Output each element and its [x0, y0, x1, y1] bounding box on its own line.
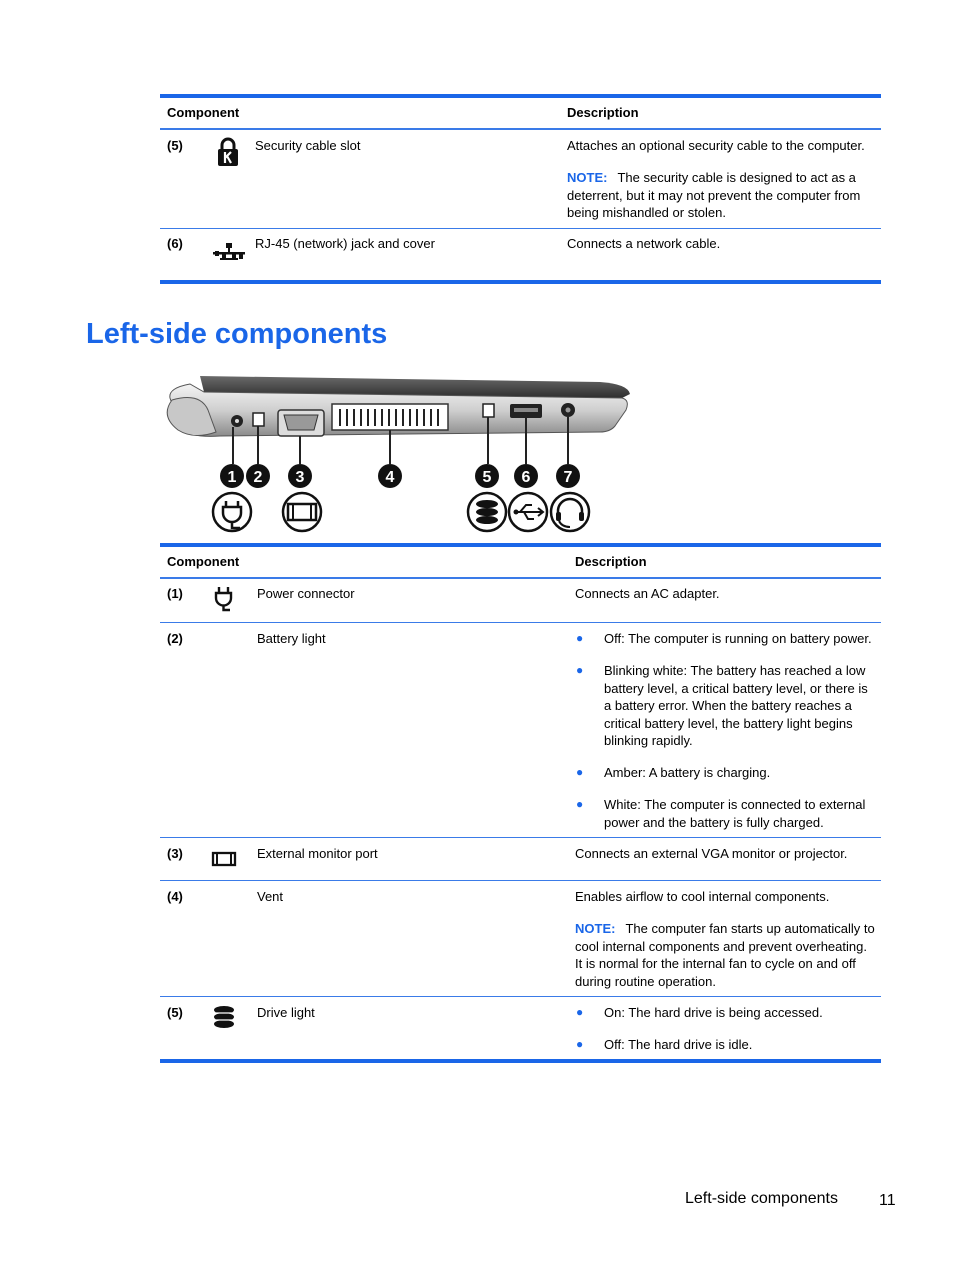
row-divider — [160, 880, 881, 881]
row-divider — [160, 996, 881, 997]
row-number: (6) — [167, 236, 183, 251]
bullet-text: Off: The computer is running on battery power. — [604, 631, 872, 646]
callout-6-label: 6 — [521, 469, 531, 486]
callout-7-label: 7 — [563, 469, 573, 486]
bullet-text: White: The computer is connected to external power and the battery is fully charged. — [604, 797, 866, 830]
bullet-dot: ● — [576, 1005, 584, 1019]
section-heading: Left-side components — [86, 318, 388, 350]
component-name: Vent — [257, 889, 284, 904]
bullet-text: Off: The hard drive is idle. — [604, 1037, 753, 1052]
headset-icon — [551, 493, 589, 531]
row-divider — [160, 228, 881, 229]
component-description: Connects a network cable. — [567, 236, 721, 251]
header-rule — [160, 128, 881, 130]
callout-4 — [378, 464, 402, 488]
list-item — [576, 630, 876, 648]
callout-2 — [246, 464, 270, 488]
table-bottom-rule — [160, 280, 881, 284]
component-name: Power connector — [257, 586, 355, 601]
component-name: Drive light — [257, 1005, 315, 1020]
note — [575, 920, 877, 990]
row-number: (1) — [167, 586, 183, 601]
component-table-top — [160, 94, 881, 284]
callout-2-label: 2 — [253, 469, 263, 486]
bullet-dot: ● — [576, 1037, 584, 1051]
monitor-port-icon — [283, 493, 321, 531]
usb-port-tongue — [514, 408, 538, 412]
row-number: (5) — [167, 1005, 183, 1020]
drive-icon — [213, 1005, 235, 1029]
note-label: NOTE: — [575, 921, 616, 936]
note-label: NOTE: — [567, 170, 608, 185]
note-text: The security cable is designed to act as a deterrent, but it may not prevent the computer from being mishandled or stolen. — [567, 170, 861, 221]
callout-7 — [556, 464, 580, 488]
component-name: Security cable slot — [255, 138, 361, 153]
drive-light-marker — [483, 404, 494, 417]
column-header-description: Description — [567, 105, 639, 120]
power-plug-icon — [214, 586, 234, 612]
bullet-dot: ● — [576, 663, 584, 677]
table-top-rule — [160, 543, 881, 547]
callout-3 — [288, 464, 312, 488]
component-description: Attaches an optional security cable to the computer. — [567, 138, 865, 153]
list-item — [576, 1036, 876, 1054]
row-number: (2) — [167, 631, 183, 646]
usb-icon — [509, 493, 547, 531]
callout-3-label: 3 — [295, 469, 305, 486]
callout-1-label: 1 — [227, 469, 237, 486]
callout-5-label: 5 — [482, 469, 492, 486]
bullet-text: Amber: A battery is charging. — [604, 765, 771, 780]
page-number: 11 — [879, 1192, 896, 1209]
note — [567, 169, 867, 222]
column-header-component: Component — [167, 105, 240, 120]
column-header-component: Component — [167, 554, 240, 569]
component-name: Battery light — [257, 631, 326, 646]
header-rule — [160, 577, 881, 579]
row-number: (4) — [167, 889, 183, 904]
callout-4-label: 4 — [385, 469, 395, 486]
power-connector-pin — [235, 419, 239, 423]
power-plug-icon — [213, 493, 251, 531]
battery-light-marker — [253, 413, 264, 426]
row-number: (5) — [167, 138, 183, 153]
callout-1 — [220, 464, 244, 488]
note-text: The computer fan starts up automatically to cool internal components and prevent overheating. It is normal for the internal fan to cycle on and off during routine operation. — [575, 921, 875, 989]
table-top-rule — [160, 94, 881, 98]
row-divider — [160, 837, 881, 838]
list-item — [576, 662, 872, 750]
bullet-dot: ● — [576, 631, 584, 645]
vga-port-inner — [284, 415, 318, 430]
component-name: RJ-45 (network) jack and cover — [255, 236, 435, 251]
callout-5 — [475, 464, 499, 488]
footer-section-title: Left-side components — [685, 1190, 838, 1207]
monitor-port-icon — [211, 851, 237, 867]
callout-6 — [514, 464, 538, 488]
table-bottom-rule — [160, 1059, 881, 1063]
list-item — [576, 764, 876, 782]
bullet-dot: ● — [576, 797, 584, 811]
drive-icon — [468, 493, 506, 531]
list-item — [576, 1004, 876, 1022]
list-item — [576, 796, 876, 831]
column-header-description: Description — [575, 554, 647, 569]
audio-jack-inner — [566, 408, 571, 413]
component-description: Enables airflow to cool internal components. — [575, 889, 830, 904]
vent-slots — [340, 409, 438, 426]
component-description: Connects an AC adapter. — [575, 586, 720, 601]
bullet-text: On: The hard drive is being accessed. — [604, 1005, 823, 1020]
laptop-left-side-figure — [160, 370, 640, 535]
component-table-left-side — [160, 543, 881, 1065]
component-description: Connects an external VGA monitor or projector. — [575, 846, 848, 861]
row-number: (3) — [167, 846, 183, 861]
bullet-dot: ● — [576, 765, 584, 779]
network-jack-icon — [212, 242, 246, 264]
row-divider — [160, 622, 881, 623]
bullet-text: Blinking white: The battery has reached a low battery level, a critical battery level, or there is a battery error. When the battery reaches a critical battery level, the battery light begins blinking rapidly. — [604, 663, 868, 749]
security-lock-icon — [216, 137, 240, 167]
component-name: External monitor port — [257, 846, 378, 861]
